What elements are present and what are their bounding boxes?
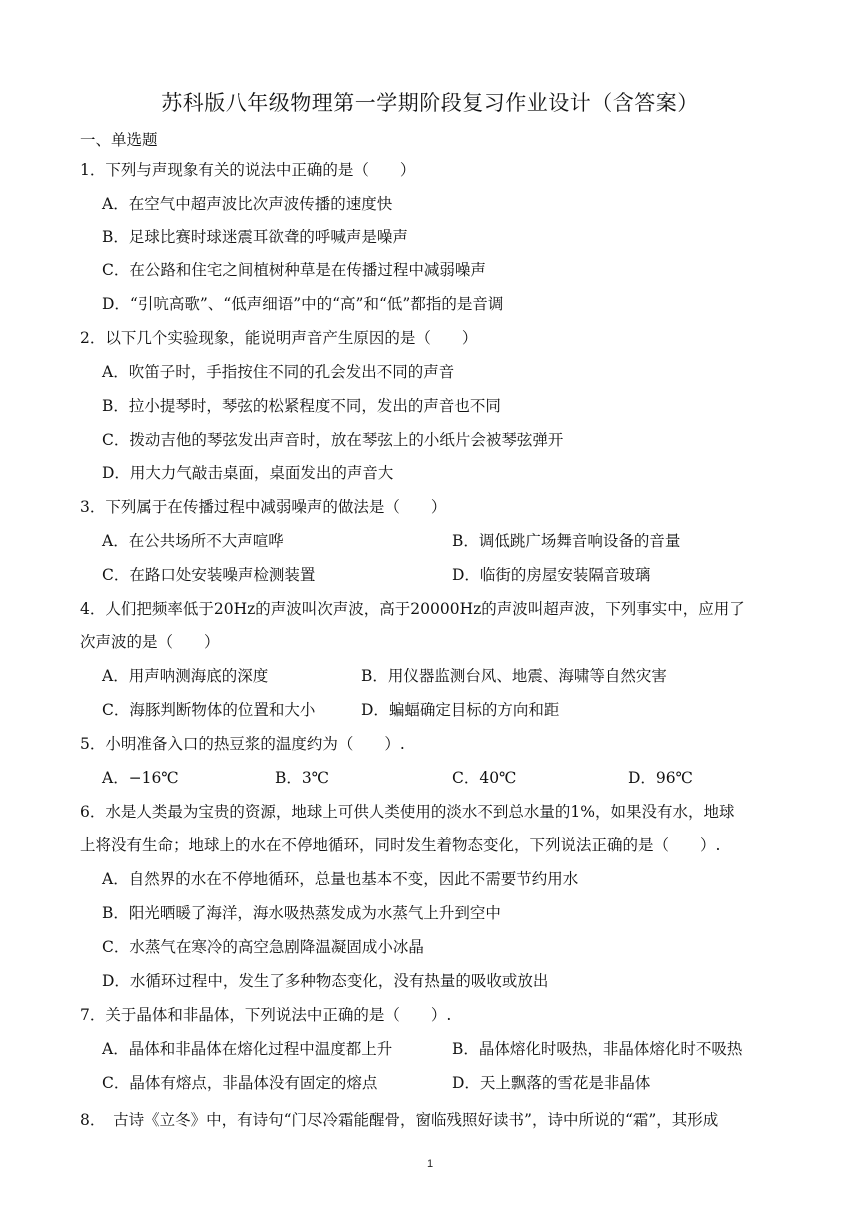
question-2-option-d: D．用大力气敲击桌面，桌面发出的声音大 bbox=[102, 464, 394, 482]
page-number: 1 bbox=[426, 1158, 434, 1170]
question-3-option-a: A．在公共场所不大声喧哗 bbox=[102, 532, 284, 550]
question-6-option-c: C．水蒸气在寒冷的高空急剧降温凝固成小冰晶 bbox=[102, 938, 424, 956]
question-7-option-a: A．晶体和非晶体在熔化过程中温度都上升 bbox=[102, 1040, 393, 1058]
question-5-option-c: C．40℃ bbox=[452, 769, 517, 787]
question-7-option-d: D．天上飘落的雪花是非晶体 bbox=[452, 1074, 651, 1092]
question-6-stem-line-2: 上将没有生命；地球上的水在不停地循环，同时发生着物态变化，下列说法正确的是（ ）. bbox=[80, 836, 721, 854]
question-1-option-b: B．足球比赛时球迷震耳欲聋的呼喊声是噪声 bbox=[102, 228, 408, 246]
question-2-option-c: C．拨动吉他的琴弦发出声音时，放在琴弦上的小纸片会被琴弦弹开 bbox=[102, 431, 564, 449]
question-1-option-c: C．在公路和住宅之间植树种草是在传播过程中减弱噪声 bbox=[102, 261, 486, 279]
question-3-option-b: B．调低跳广场舞音响设备的音量 bbox=[452, 532, 681, 550]
question-4-stem-line-2: 次声波的是（ ） bbox=[80, 633, 220, 651]
question-2-option-b: B．拉小提琴时，琴弦的松紧程度不同，发出的声音也不同 bbox=[102, 397, 501, 415]
question-6-stem-line-1: 6．水是人类最为宝贵的资源，地球上可供人类使用的淡水不到总水量的1%，如果没有水，地球 bbox=[80, 803, 735, 821]
question-3-stem: 3．下列属于在传播过程中减弱噪声的做法是（ ） bbox=[80, 498, 447, 516]
question-5-option-a: A．−16℃ bbox=[102, 769, 179, 787]
question-1-option-d: D．“引吭高歌”、“低声细语”中的“高”和“低”都指的是音调 bbox=[102, 295, 504, 313]
question-6-option-a: A．自然界的水在不停地循环，总量也基本不变，因此不需要节约用水 bbox=[102, 870, 579, 888]
question-2-option-a: A．吹笛子时，手指按住不同的孔会发出不同的声音 bbox=[102, 363, 455, 381]
document-title: 苏科版八年级物理第一学期阶段复习作业设计（含答案） bbox=[161, 91, 699, 115]
question-3-option-d: D．临街的房屋安装隔音玻璃 bbox=[452, 566, 651, 584]
question-4-stem-line-1: 4．人们把频率低于20Hz的声波叫次声波，高于20000Hz的声波叫超声波，下列事实中，应用了 bbox=[80, 600, 745, 618]
question-6-option-d: D．水循环过程中，发生了多种物态变化，没有热量的吸收或放出 bbox=[102, 972, 549, 990]
question-4-option-c: C．海豚判断物体的位置和大小 bbox=[102, 701, 316, 719]
question-1-option-a: A．在空气中超声波比次声波传播的速度快 bbox=[102, 195, 393, 213]
question-7-stem: 7．关于晶体和非晶体，下列说法中正确的是（ ）. bbox=[80, 1006, 452, 1024]
question-5-option-b: B．3℃ bbox=[275, 769, 330, 787]
question-2-stem: 2．以下几个实验现象，能说明声音产生原因的是（ ） bbox=[80, 329, 478, 347]
question-4-option-b: B．用仪器监测台风、地震、海啸等自然灾害 bbox=[361, 667, 667, 685]
question-6-option-b: B．阳光晒暖了海洋，海水吸热蒸发成为水蒸气上升到空中 bbox=[102, 904, 501, 922]
question-8-stem: 8． 古诗《立冬》中，有诗句“门尽冷霜能醒骨，窗临残照好读书”，诗中所说的“霜”，其形成 bbox=[80, 1111, 719, 1129]
question-3-option-c: C．在路口处安装噪声检测装置 bbox=[102, 566, 316, 584]
question-4-option-d: D．蝙蝠确定目标的方向和距 bbox=[361, 701, 560, 719]
question-4-option-a: A．用声呐测海底的深度 bbox=[102, 667, 269, 685]
question-1-stem: 1．下列与声现象有关的说法中正确的是（ ） bbox=[80, 161, 416, 179]
section-heading: 一、单选题 bbox=[80, 131, 158, 149]
question-5-option-d: D．96℃ bbox=[628, 769, 693, 787]
question-5-stem: 5．小明准备入口的热豆浆的温度约为（ ）. bbox=[80, 735, 405, 753]
question-7-option-c: C．晶体有熔点，非晶体没有固定的熔点 bbox=[102, 1074, 378, 1092]
question-7-option-b: B．晶体熔化时吸热，非晶体熔化时不吸热 bbox=[452, 1040, 743, 1058]
